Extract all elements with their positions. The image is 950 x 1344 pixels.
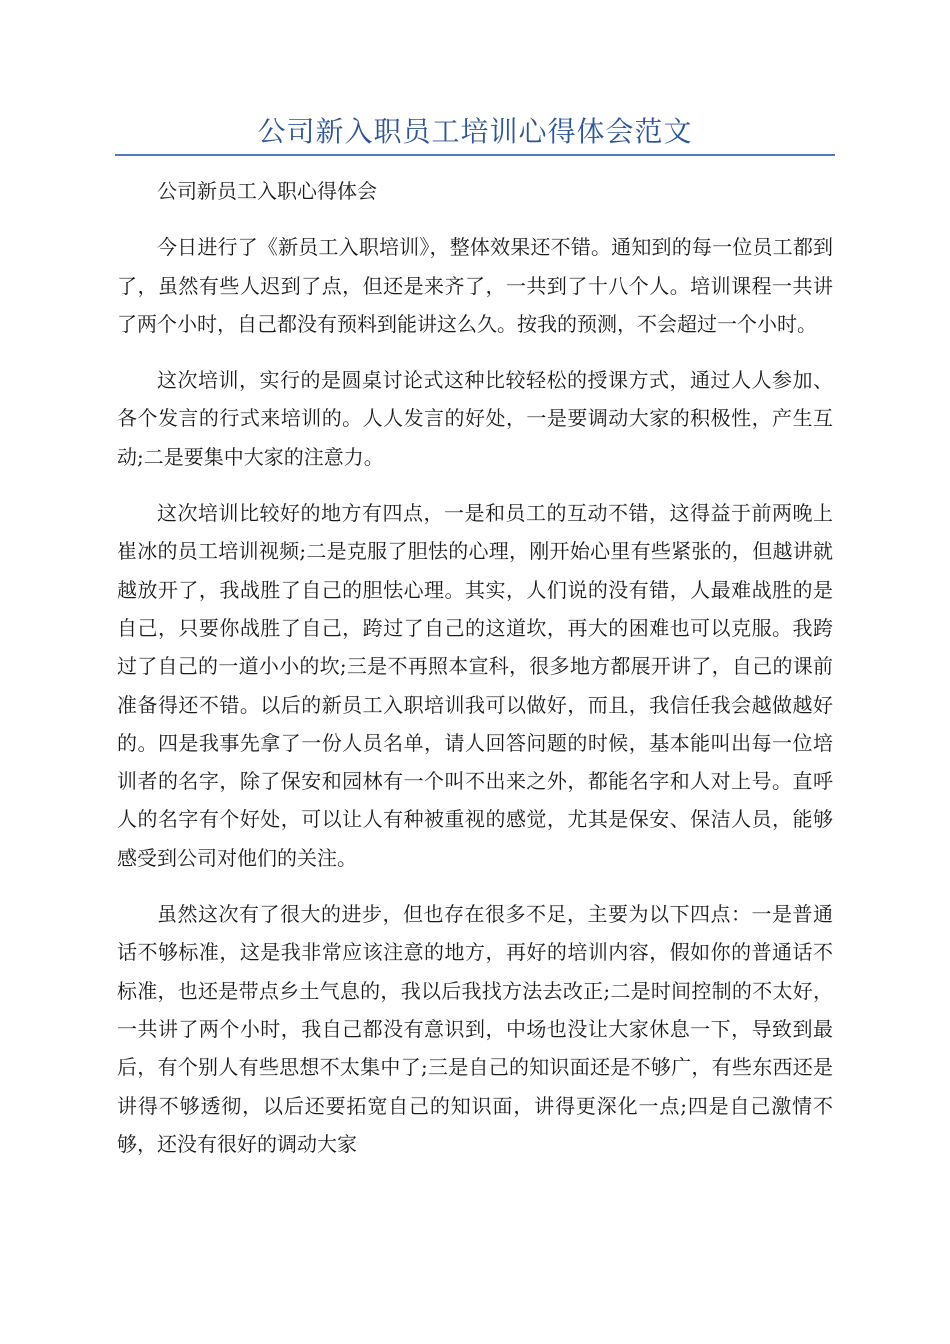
- paragraph-1: 今日进行了《新员工入职培训》，整体效果还不错。通知到的每一位员工都到了，虽然有些人迟到了点，但还是来齐了，一共到了十八个人。培训课程一共讲了两个小时，自己都没有预料到能讲这么久。按我的预测，不会超过一个小时。: [117, 235, 833, 336]
- paragraph-3: 这次培训比较好的地方有四点，一是和员工的互动不错，这得益于前两晚上崔冰的员工培训视频;二是克服了胆怯的心理，刚开始心里有些紧张的，但越讲就越放开了，我战胜了自己的胆怯心理。其实，人们说的没有错，人最难战胜的是自己，只要你战胜了自己，跨过了自己的这道坎，再大的困难也可以克服。我跨过了自己的一道小小的坎;三是不再照本宣科，很多地方都展开讲了，自己的课前准备得还不错。以后的新员工入职培训我可以做好，而且，我信任我会越做越好的。四是我事先拿了一份人员名单，请人回答问题的时候，基本能叫出每一位培训者的名字，除了保安和园林有一个叫不出来之外，都能名字和人对上号。直呼人的名字有个好处，可以让人有种被重视的感觉，尤其是保安、保洁人员，能够感受到公司对他们的关注。: [117, 501, 833, 870]
- paragraph-2: 这次培训，实行的是圆桌讨论式这种比较轻松的授课方式，通过人人参加、各个发言的行式来培训的。人人发言的好处，一是要调动大家的积极性，产生互动;二是要集中大家的注意力。: [117, 368, 833, 469]
- document-title: 公司新入职员工培训心得体会范文: [257, 115, 693, 148]
- title-underline: [115, 154, 835, 156]
- paragraph-4: 虽然这次有了很大的进步，但也存在很多不足，主要为以下四点：一是普通话不够标准，这是我非常应该注意的地方，再好的培训内容，假如你的普通话不标准，也还是带点乡土气息的，我以后我找方法去改正;二是时间控制的不太好，一共讲了两个小时，我自己都没有意识到，中场也没让大家休息一下，导致到最后，有个别人有些思想不太集中了;三是自己的知识面还是不够广，有些东西还是讲得不够透彻，以后还要拓宽自己的知识面，讲得更深化一点;四是自己激情不够，还没有很好的调动大家: [117, 902, 833, 1156]
- document-subtitle: 公司新员工入职心得体会: [157, 179, 377, 203]
- document-body: [117, 172, 833, 1181]
